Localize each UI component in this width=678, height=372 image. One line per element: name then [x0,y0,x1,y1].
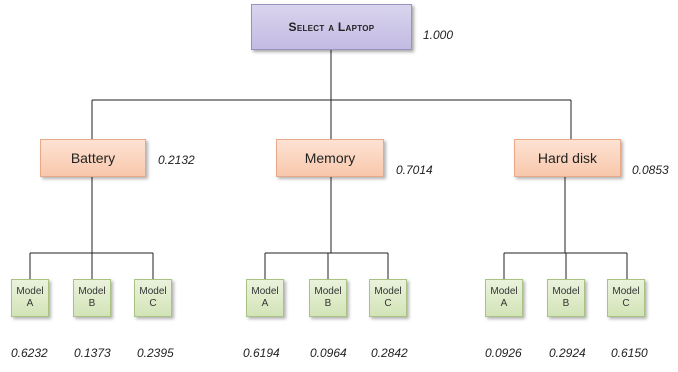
alt-line2: B [88,298,96,309]
alt-line1: Model [139,286,167,297]
criterion-memory-weight: 0.7014 [396,163,433,177]
hard-disk-model-c-weight: 0.6150 [611,346,648,360]
criterion-battery-box [40,139,146,177]
alt-line2: A [26,298,34,309]
criterion-memory-box [276,139,384,177]
alt-line1: Model [314,286,342,297]
criterion-battery-weight: 0.2132 [158,153,195,167]
battery-model-a-box [11,279,49,317]
memory-model-c-box [369,279,407,317]
goal-weight: 1.000 [423,28,454,42]
alt-line2: B [324,298,332,309]
battery-model-a-weight: 0.6232 [11,346,48,360]
alt-line1: Model [78,286,106,297]
alt-line2: C [622,298,630,309]
alt-line1: Model [251,286,279,297]
battery-model-b-weight: 0.1373 [74,346,111,360]
goal-label: Select a Laptop [288,20,375,34]
memory-model-b-box [309,279,347,317]
battery-model-c-weight: 0.2395 [137,346,174,360]
alt-line2: A [261,298,269,309]
alt-line1: Model [612,286,640,297]
alt-line1: Model [16,286,44,297]
criterion-memory-label: Memory [304,150,356,166]
criterion-hard-disk-weight: 0.0853 [632,163,669,177]
criterion-hard-disk-box [514,139,621,177]
hard-disk-model-a-box [485,279,523,317]
alt-line2: B [562,298,570,309]
alt-line2: C [384,298,392,309]
hard-disk-model-b-weight: 0.2924 [549,346,586,360]
criterion-hard-disk-label: Hard disk [537,150,598,166]
battery-model-b-box [73,279,111,317]
criterion-battery-label: Battery [70,150,116,166]
memory-model-a-box [246,279,284,317]
alt-line2: A [500,298,508,309]
alt-line2: C [149,298,157,309]
hard-disk-model-b-box [547,279,585,317]
hard-disk-model-c-box [607,279,645,317]
memory-model-c-weight: 0.2842 [371,346,408,360]
alt-line1: Model [552,286,580,297]
battery-model-c-box [134,279,172,317]
alt-line1: Model [374,286,402,297]
hard-disk-model-a-weight: 0.0926 [485,346,522,360]
memory-model-b-weight: 0.0964 [310,346,347,360]
memory-model-a-weight: 0.6194 [243,346,280,360]
alt-line1: Model [490,286,518,297]
goal-box [251,4,412,50]
